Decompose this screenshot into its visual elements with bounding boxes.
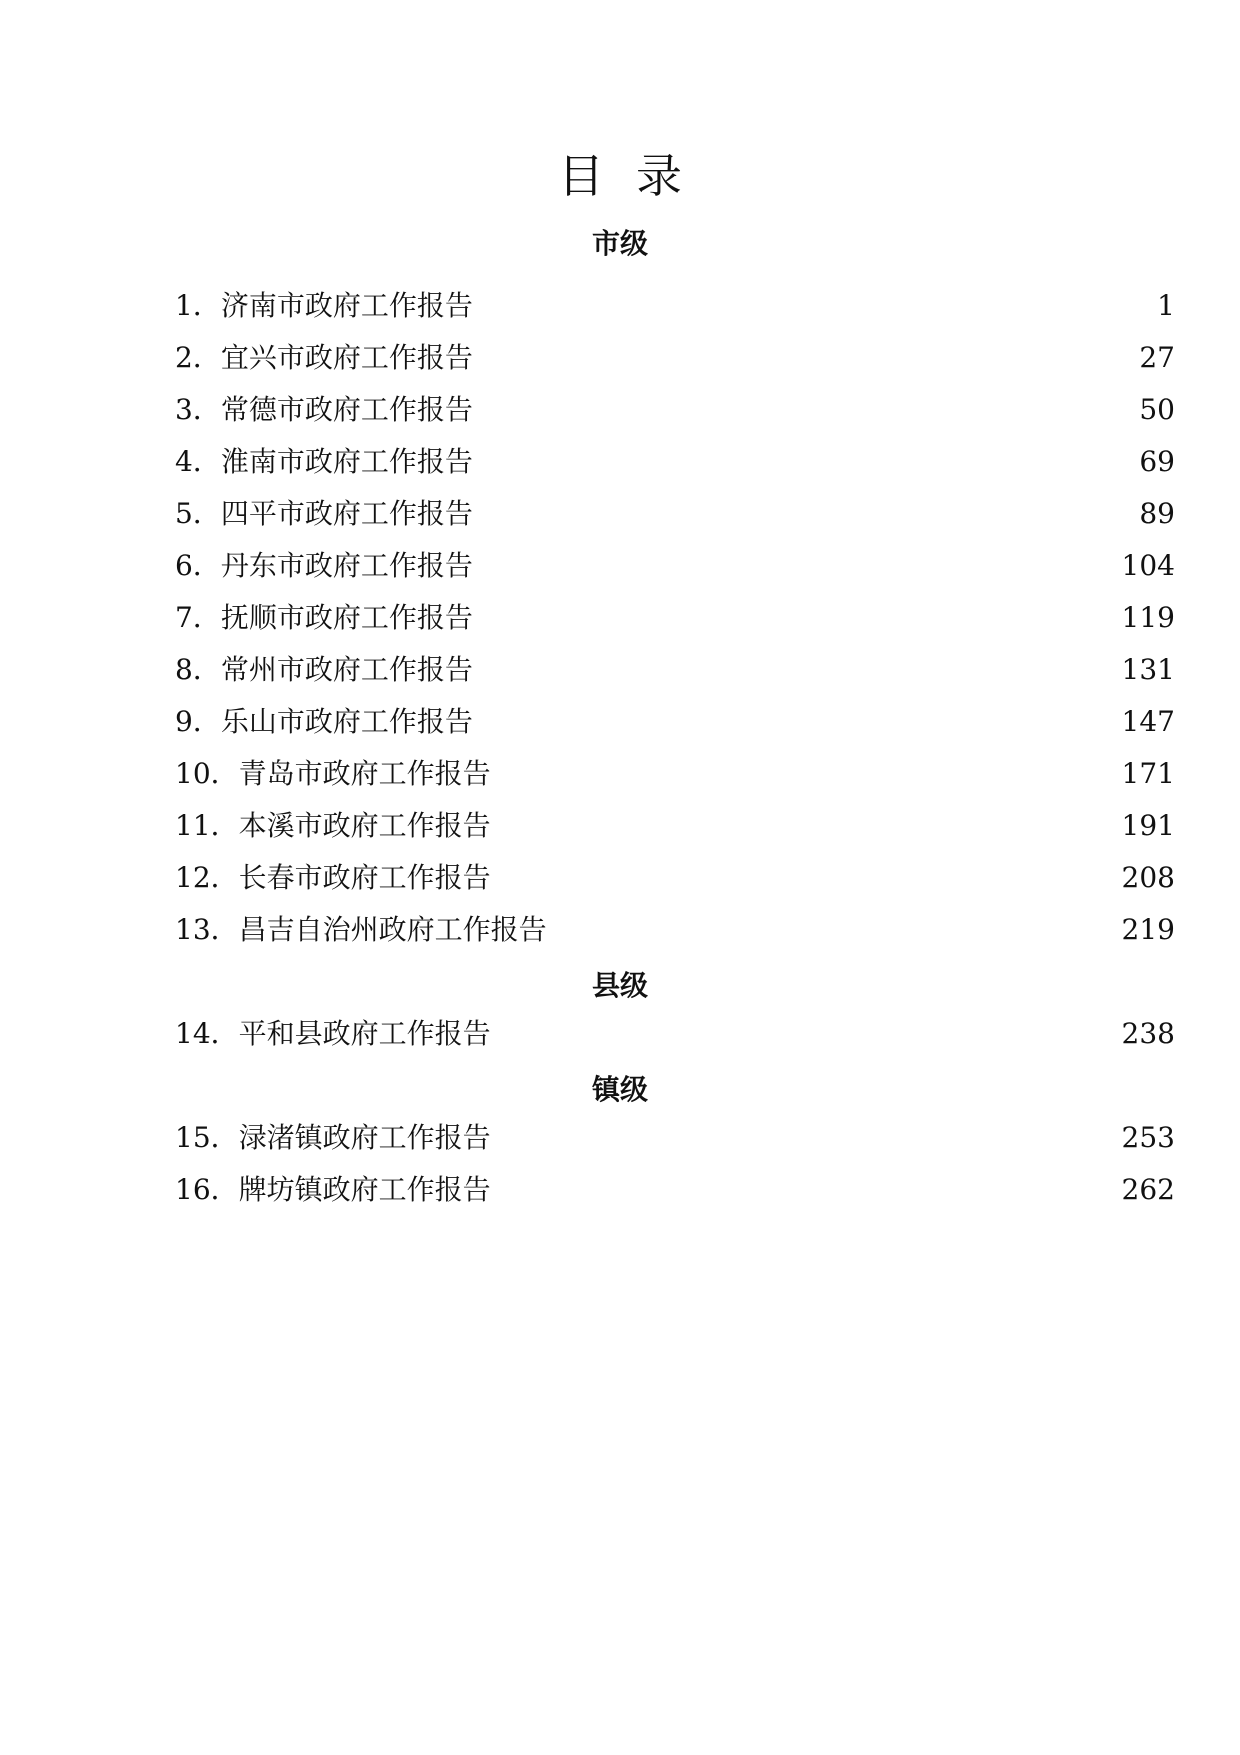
entry-page-number: 119	[1121, 601, 1175, 634]
toc-entry[interactable]	[175, 754, 1175, 794]
entry-number: 8．	[175, 653, 221, 686]
entry-title: 常州市政府工作报告	[220, 653, 473, 686]
entry-number: 10．	[175, 757, 239, 790]
entry-title: 抚顺市政府工作报告	[220, 601, 473, 634]
entry-page-number: 50	[1139, 393, 1175, 426]
entry-number: 11．	[175, 809, 239, 842]
entry-number: 14．	[175, 1017, 239, 1050]
entry-title: 渌渚镇政府工作报告	[238, 1121, 491, 1154]
entry-number: 1．	[175, 289, 221, 322]
toc-entry[interactable]	[175, 442, 1175, 482]
toc-entry[interactable]	[175, 1118, 1175, 1158]
entry-title: 淮南市政府工作报告	[220, 445, 473, 478]
entry-title: 牌坊镇政府工作报告	[238, 1173, 491, 1206]
toc-title: 目录	[558, 149, 714, 203]
entry-number: 12．	[175, 861, 239, 894]
entry-page-number: 131	[1121, 653, 1175, 686]
entry-page-number: 147	[1121, 705, 1175, 738]
entry-page-number: 69	[1139, 445, 1175, 478]
toc-entry[interactable]	[175, 286, 1175, 326]
entry-number: 16．	[175, 1173, 239, 1206]
entry-title: 四平市政府工作报告	[220, 497, 473, 530]
entry-number: 5．	[175, 497, 221, 530]
entry-title: 丹东市政府工作报告	[220, 549, 473, 582]
toc-entry[interactable]	[175, 1014, 1175, 1054]
entry-title: 宜兴市政府工作报告	[220, 341, 473, 374]
toc-entry[interactable]	[175, 702, 1175, 742]
toc-entry[interactable]	[175, 806, 1175, 846]
entry-title: 本溪市政府工作报告	[238, 809, 491, 842]
entry-number: 4．	[175, 445, 221, 478]
toc-entry[interactable]	[175, 1170, 1175, 1210]
entry-page-number: 171	[1121, 757, 1175, 790]
entry-page-number: 27	[1139, 341, 1175, 374]
entry-page-number: 1	[1157, 289, 1175, 322]
toc-entry[interactable]	[175, 858, 1175, 898]
toc-entry[interactable]	[175, 390, 1175, 430]
toc-entry[interactable]	[175, 910, 1175, 950]
toc-entry[interactable]	[175, 650, 1175, 690]
entry-title: 昌吉自治州政府工作报告	[238, 913, 547, 946]
entry-number: 6．	[175, 549, 221, 582]
entry-page-number: 219	[1121, 913, 1175, 946]
entry-page-number: 89	[1139, 497, 1175, 530]
entry-number: 9．	[175, 705, 221, 738]
entry-page-number: 262	[1121, 1173, 1175, 1206]
entry-page-number: 104	[1121, 549, 1175, 582]
entry-number: 13．	[175, 913, 239, 946]
entry-title: 青岛市政府工作报告	[238, 757, 491, 790]
section-heading-city: 市级	[591, 227, 648, 260]
entry-number: 2．	[175, 341, 221, 374]
toc-entry[interactable]	[175, 598, 1175, 638]
entry-page-number: 208	[1121, 861, 1175, 894]
section-heading-county: 县级	[591, 969, 648, 1002]
entry-page-number: 253	[1121, 1121, 1175, 1154]
toc-entry[interactable]	[175, 338, 1175, 378]
toc-entry[interactable]	[175, 546, 1175, 586]
entry-title: 济南市政府工作报告	[220, 289, 473, 322]
entry-title: 乐山市政府工作报告	[220, 705, 473, 738]
section-heading-town: 镇级	[591, 1073, 648, 1106]
entry-page-number: 238	[1121, 1017, 1175, 1050]
entry-number: 7．	[175, 601, 221, 634]
entry-title: 平和县政府工作报告	[238, 1017, 491, 1050]
entry-number: 3．	[175, 393, 221, 426]
entry-page-number: 191	[1121, 809, 1175, 842]
entry-number: 15．	[175, 1121, 239, 1154]
toc-entry[interactable]	[175, 494, 1175, 534]
entry-title: 长春市政府工作报告	[238, 861, 491, 894]
entry-title: 常德市政府工作报告	[220, 393, 473, 426]
